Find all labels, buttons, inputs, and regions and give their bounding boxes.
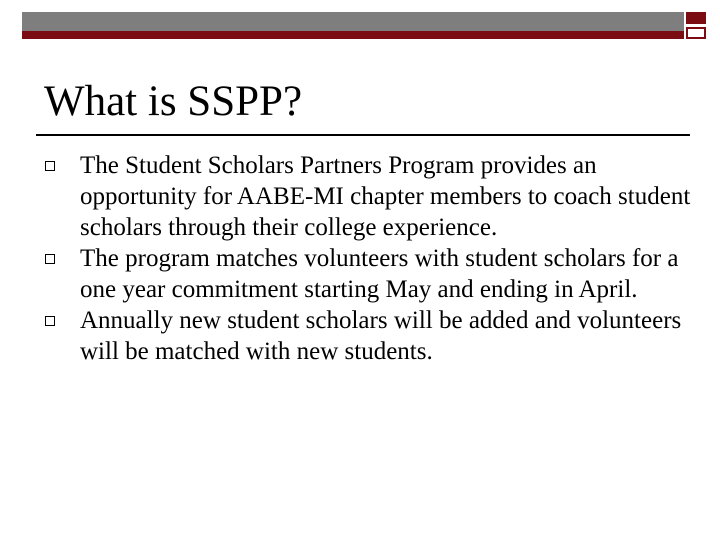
square-bullet-icon: [45, 316, 55, 326]
bullet-text: The program matches volunteers with student scholars for a one year commitment starting May and ending in April.: [80, 245, 679, 303]
bullet-item: [44, 243, 694, 305]
bullet-item: [44, 150, 694, 243]
header-corner-outline-square: [686, 27, 706, 39]
square-bullet-icon: [45, 254, 55, 264]
header-decor-bar: [22, 12, 684, 39]
bullet-text: The Student Scholars Partners Program provides an opportunity for AABE-MI chapter members to coach student scholars through their college experience.: [80, 152, 691, 241]
bullet-list: [44, 150, 694, 367]
header-corner-filled-square: [686, 12, 706, 24]
slide-title: What is SSPP?: [44, 78, 303, 125]
title-divider: [36, 134, 690, 136]
bullet-text: Annually new student scholars will be added and volunteers will be matched with new students.: [80, 307, 682, 365]
square-bullet-icon: [45, 161, 55, 171]
bullet-item: [44, 305, 694, 367]
